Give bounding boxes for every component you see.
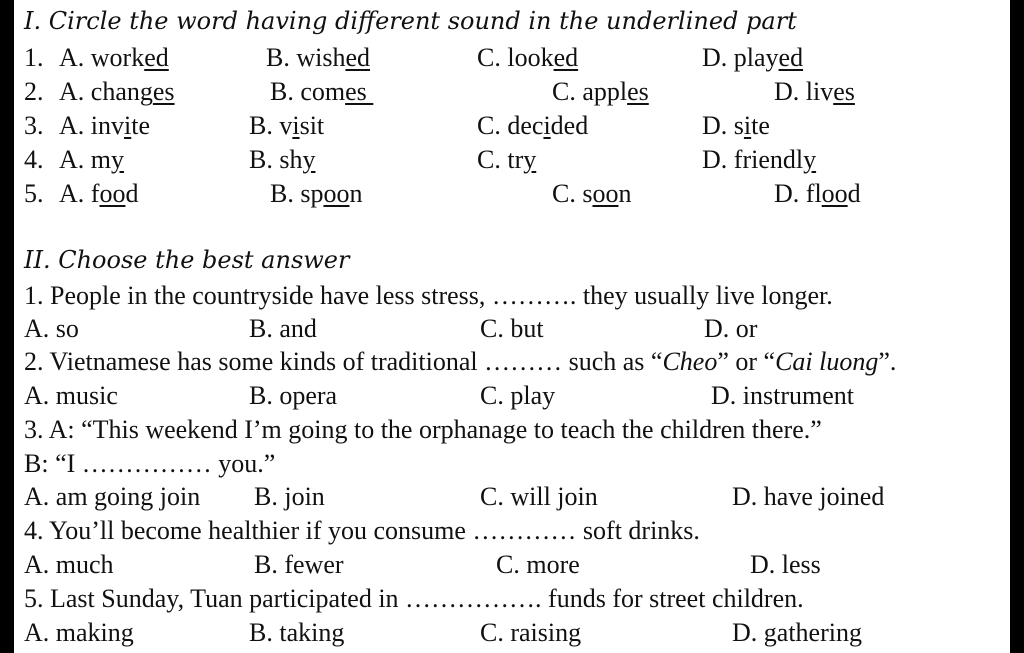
- s1-option: A. changes: [59, 77, 175, 106]
- q4-options: A. much B. fewer C. more D. less: [24, 550, 821, 579]
- section1-heading: I. Circle the word having different sound in the underlined part: [24, 7, 797, 35]
- s1-row-2: 2. A. changes B. comes C. apples D. lives: [14, 75, 1010, 109]
- worksheet-page: [14, 0, 1010, 653]
- q5-text: 5. Last Sunday, Tuan participated in ……………. funds for street children.: [24, 584, 804, 613]
- s1-option: C. apples: [552, 77, 649, 106]
- q1-text: 1. People in the countryside have less stress, ………. they usually live longer.: [24, 281, 833, 310]
- s1-option: A. worked: [59, 43, 169, 72]
- s1-row-3: 3. A. invite B. visit C. decided D. site: [14, 109, 1010, 143]
- s1-option: B. spoon: [270, 179, 363, 208]
- s1-row-1: 1. A. worked B. wished C. looked D. played: [14, 41, 1010, 75]
- s1-option: A. invite: [59, 111, 151, 140]
- s1-option: D. flood: [774, 179, 861, 208]
- q1-options: A. so B. and C. but D. or: [24, 314, 758, 343]
- s1-option: B. visit: [249, 111, 325, 140]
- s1-option: A. my: [59, 145, 125, 174]
- q5-options: A. making B. taking C. raising D. gathering: [24, 618, 862, 647]
- q3-options: A. am going join B. join C. will join D. have joined: [24, 482, 885, 511]
- section2-heading: II. Choose the best answer: [24, 246, 350, 274]
- s1-option: C. try: [477, 145, 537, 174]
- s1-option: C. decided: [477, 111, 589, 140]
- s1-option: D. site: [702, 111, 770, 140]
- s1-option: B. wished: [266, 43, 371, 72]
- s1-row-4: 4. A. my B. shy C. try D. friendly: [14, 143, 1010, 177]
- s1-option: D. played: [702, 43, 804, 72]
- s1-option: D. friendly: [702, 145, 817, 174]
- s1-option: B. shy: [249, 145, 316, 174]
- q3-text: 3. A: “This weekend I’m going to the orphanage to teach the children there.”: [24, 415, 822, 444]
- s1-row-5: 5. A. food B. spoon C. soon D. flood: [14, 177, 1010, 211]
- s1-option: A. food: [59, 179, 139, 208]
- s1-option: B. comes: [270, 77, 374, 106]
- q3-text2: B: “I …………… you.”: [24, 449, 276, 478]
- q4-text: 4. You’ll become healthier if you consume ………… soft drinks.: [24, 516, 700, 545]
- q2-text: 2. Vietnamese has some kinds of traditional ……… such as “Cheo” or “Cai luong”.: [24, 347, 897, 376]
- s1-option: C. soon: [552, 179, 632, 208]
- q2-options: A. music B. opera C. play D. instrument: [24, 381, 854, 410]
- s1-option: D. lives: [774, 77, 855, 106]
- s1-option: C. looked: [477, 43, 579, 72]
